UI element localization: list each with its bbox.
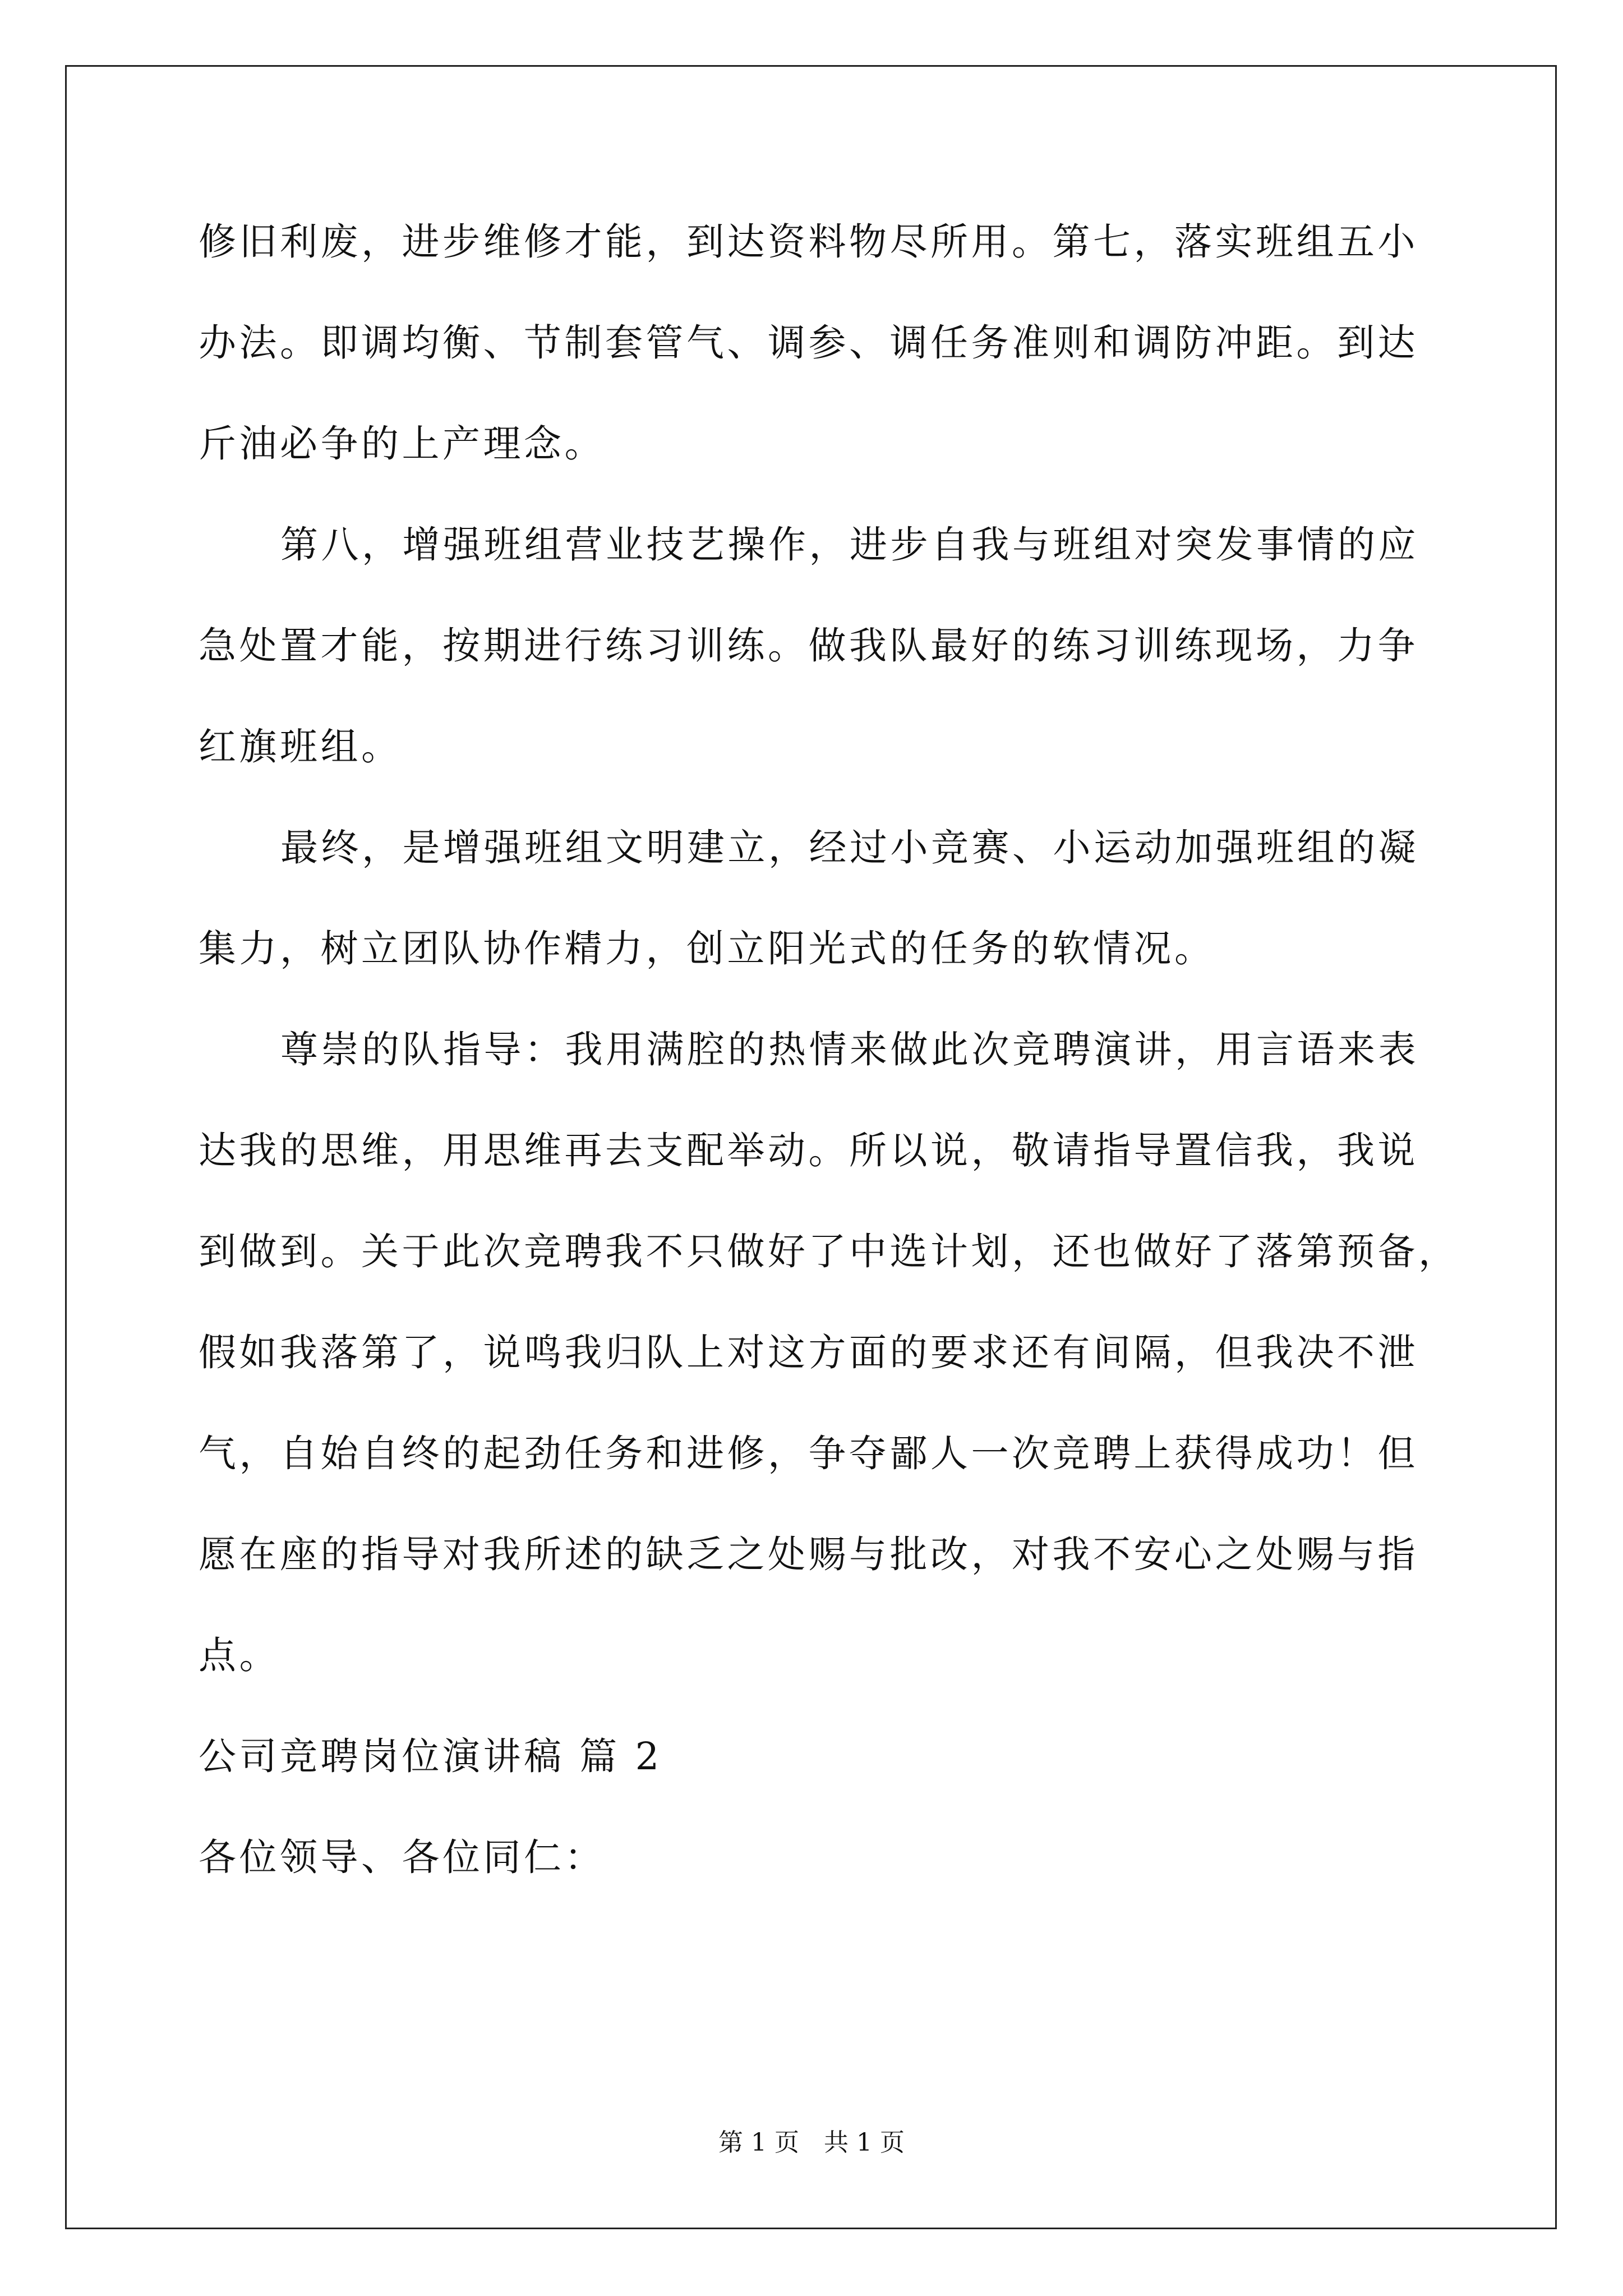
text-line: 点。 <box>199 1634 280 1677</box>
section-heading: 公司竞聘岗位演讲稿 篇 2 <box>199 1734 662 1778</box>
text-line: 办法。即调均衡、节制套管气、调参、调任务准则和调防冲距。到达 <box>199 321 1418 365</box>
text-line: 急处置才能，按期进行练习训练。做我队最好的练习训练现场，力争 <box>199 624 1418 668</box>
paragraph-start-line: 最终，是增强班组文明建立，经过小竞赛、小运动加强班组的凝 <box>280 826 1419 869</box>
text-line: 斤油必争的上产理念。 <box>199 422 605 466</box>
text-line: 气，自始自终的起劲任务和进修，争夺鄙人一次竞聘上获得成功！但 <box>199 1432 1418 1475</box>
text-line: 假如我落第了，说鸣我归队上对这方面的要求还有间隔，但我决不泄 <box>199 1331 1418 1374</box>
text-line: 到做到。关于此次竞聘我不只做好了中选计划，还也做好了落第预备， <box>199 1230 1459 1273</box>
paragraph-start-line: 第八，增强班组营业技艺操作，进步自我与班组对突发事情的应 <box>280 523 1419 567</box>
text-line: 红旗班组。 <box>199 725 402 769</box>
text-line: 集力，树立团队协作精力，创立阳光式的任务的软情况。 <box>199 927 1215 970</box>
document-body <box>199 220 1459 1936</box>
text-line: 愿在座的指导对我所述的缺乏之处赐与批改，对我不安心之处赐与指 <box>199 1533 1418 1576</box>
paragraph-start-line: 尊崇的队指导：我用满腔的热情来做此次竞聘演讲，用言语来表 <box>280 1028 1419 1071</box>
page-number-footer: 第 1 页 共 1 页 <box>718 2128 905 2157</box>
text-line: 达我的思维，用思维再去支配举动。所以说，敬请指导置信我，我说 <box>199 1129 1418 1172</box>
salutation-line: 各位领导、各位同仁： <box>199 1835 605 1879</box>
text-line: 修旧利废，进步维修才能，到达资料物尽所用。第七，落实班组五小 <box>199 220 1418 264</box>
